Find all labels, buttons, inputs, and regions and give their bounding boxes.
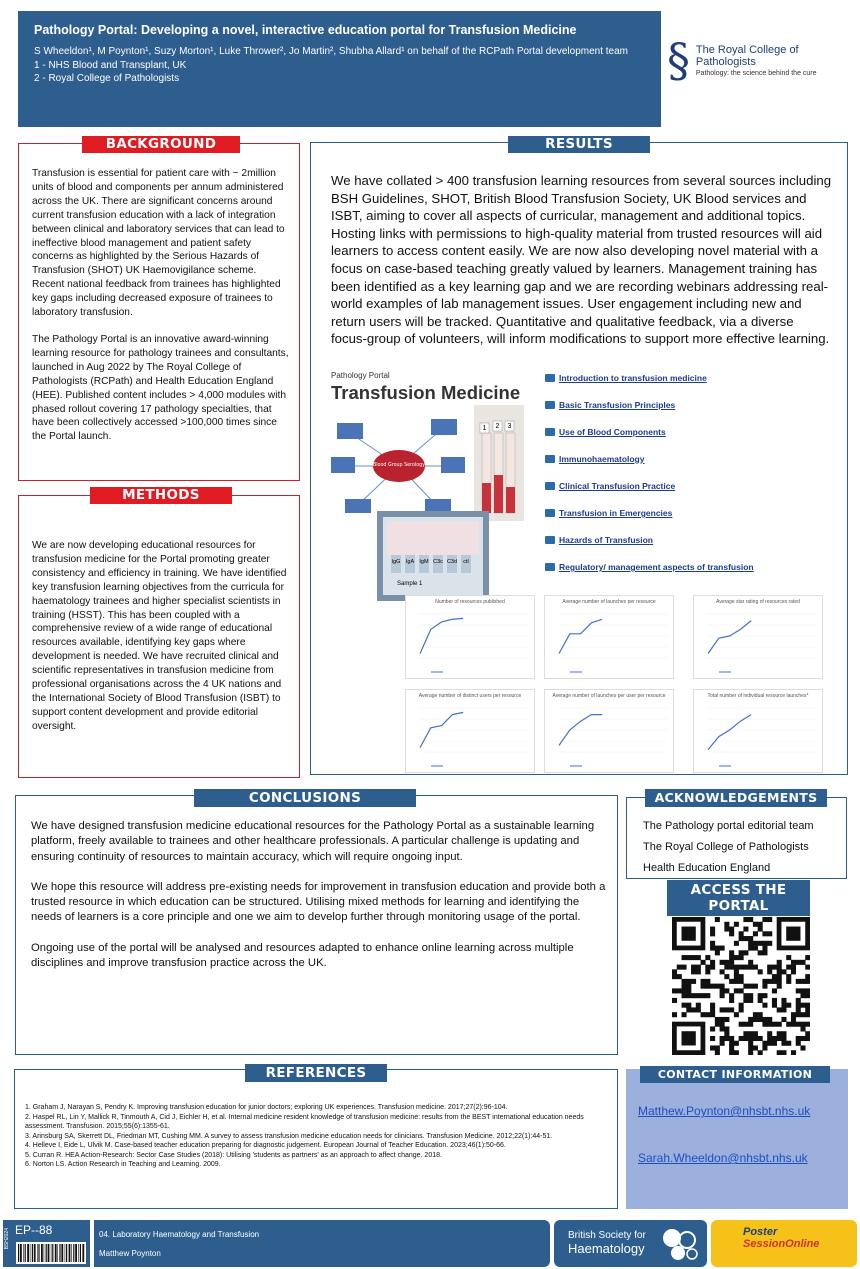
background-paragraph-1: Transfusion is essential for patient care with ~ 2million units of blood and components per annum administered across the UK. There are significant concerns around current transfusion education with a lack of integration between clinical and laboratory services that can lead to ineffective blood management and patient safety concerns as highlighted by the Serious Hazards of Transfusion (SHOT) UK Haemovigilance scheme. Recent national feedback from trainees has highlighted key gaps including decreased exposure of trainees to laboratory transfusion. [32,168,285,319]
folder-icon [545,482,555,490]
gel-card-image [377,511,489,601]
gel-label-igg: IgG [391,559,401,565]
affiliation-2: 2 - Royal College of Pathologists [34,73,180,84]
methods-paragraph-1: We are now developing educational resources for transfusion medicine for the Portal promoting greater consistency and efficiency in training. We have identified key transfusion learning objectives from the curricula for haematology trainees and higher specialist scientists in training (HSST). This has been coupled with a comprehensive review of a wide range of educational resources available, identifying key gaps where development is needed. We have recruited clinical and scientific representatives in transfusion medicine from professional organisations across the 4 UK nations and the International Society of Blood Transfusion (ISBT) to support content development and provide editorial oversight. [32,540,287,732]
conclusions-section [15,795,618,1055]
reference-item: 1. Graham J, Narayan S, Pendry K. Improving transfusion education for junior doctors; exploring UK experiences. Transfusion medicine. 2017;27(2):96-104. [25,1104,508,1111]
references-list [25,1103,610,1170]
references-heading: REFERENCES [245,1064,387,1082]
concept-map-center-label: Blood Group Serology [372,463,426,468]
ack-item-1: The Pathology portal editorial team [643,820,814,832]
reference-item: 4. Helleve I, Eide L, Ulvik M. Case-based teacher education preparing for diagnostic judgement. European Journal of Teacher Education. 2023;46(1):50-66. [25,1142,506,1149]
ack-item-2: The Royal College of Pathologists [643,841,809,853]
tube-label-3: 3 [507,423,512,430]
gel-label-iga: IgA [405,559,415,565]
methods-section [18,495,300,778]
rcpath-logo [665,30,855,90]
folder-icon [545,401,555,409]
folder-icon [545,536,555,544]
topic-link-regulatory[interactable]: Regulatory/ management aspects of transfusion [545,562,781,572]
conclusions-heading: CONCLUSIONS [194,789,416,807]
barcode-icon [16,1242,86,1264]
bsh-cells-icon [660,1226,700,1262]
contact-section [626,1069,848,1209]
rcpath-name: The Royal College of Pathologists [695,43,799,68]
folder-icon [545,374,555,382]
poster-title: Pathology Portal: Developing a novel, interactive education portal for Transfusion Medicine [34,23,577,37]
topic-link-immunohaematology[interactable]: Immunohaematology [545,454,781,464]
topic-link-intro[interactable]: Introduction to transfusion medicine [545,373,781,383]
usage-chart-title: Number of resources published [435,599,505,605]
usage-chart-line [708,621,751,654]
conclusions-paragraph-1: We have designed transfusion medicine educational resources for the Pathology Portal as a sustainable learning platform, freely available to trainees and other healthcare professionals. A particular challenge is updating and ensuring continuity of resources to maintain accuracy, which will require ongoing input. [31,820,595,863]
email-link-wheeldon[interactable]: Sarah.Wheeldon@nhsbt.nhs.uk [638,1151,808,1165]
results-section [310,142,848,775]
usage-chart [693,689,823,773]
usage-chart [405,689,535,773]
poster-session-online-logo [711,1220,857,1267]
acknowledgements-section [626,797,847,879]
usage-chart [544,595,674,679]
gel-label-c3d: C3d [446,559,458,565]
reference-item: 5. Curran R. HEA Action-Research: Sector Case Studies (2018): Utilising 'students as partners' as an approach to affect change. 2018. [25,1151,442,1159]
folder-icon [545,509,555,517]
pso-line-1: Poster [743,1226,778,1238]
gel-card-note: Sample 1 [397,581,423,587]
reference-item: 6. Norton LS. Action Research in Teaching and Learning. 2009. [25,1161,221,1168]
gel-label-igm: IgM [419,559,429,565]
reference-item: 3. Arinsburg SA, Skerrett DL, Friedman MT, Cushing MM. A survey to assess transfusion medicine education needs for clinicians. Transfusion Medicine. 2012;22(1):44-51. [25,1132,553,1140]
blood-tubes-image [474,405,524,521]
results-heading: RESULTS [508,136,650,153]
conclusions-paragraph-2: We hope this resource will address pre-existing needs for improvement in transfusion education and provide both a trusted resource in which education can be structured. Utilising mixed methods for learning and identifying the needs of learners is a core principle and one we aim to develop further through monitoring usage of the portal. [31,880,606,924]
affiliation-1: 1 - NHS Blood and Transplant, UK [34,59,187,71]
background-section [18,143,300,481]
bsh-line-2: Haematology [568,1241,645,1256]
acknowledgements-heading: ACKNOWLEDGEMENTS [645,789,827,807]
folder-icon [545,563,555,571]
topic-links-list [545,363,781,589]
portal-screenshot [327,361,531,611]
tube-label-2: 2 [495,423,500,430]
qr-code-icon[interactable] [672,917,810,1055]
usage-chart-line [559,619,602,653]
usage-chart-line [708,715,751,750]
topic-link-blood-components[interactable]: Use of Blood Components [545,427,781,437]
author-list: S Wheeldon¹, M Poynton¹, Suzy Morton¹, Luke Thrower², Jo Martin², Shubha Allard¹ on behalf of the RCPath Portal development team [34,46,628,57]
poster-code: EP--88 [15,1223,53,1237]
references-section [14,1069,618,1209]
ack-item-3: Health Education England [643,862,771,874]
usage-chart-title: Average number of launches per user per resource [552,693,666,699]
footer-code-box [3,1220,90,1267]
usage-chart-title: Average number of distinct users per resource [418,693,522,699]
email-link-poynton[interactable]: Matthew.Poynton@nhsbt.nhs.uk [638,1104,811,1118]
usage-chart [693,595,823,679]
poster-header [18,11,661,127]
methods-heading: METHODS [90,487,232,504]
poster-category: 04. Laboratory Haematology and Transfusion [99,1230,260,1239]
topic-link-basic-principles[interactable]: Basic Transfusion Principles [545,400,781,410]
folder-icon [545,428,555,436]
background-heading: BACKGROUND [82,136,240,153]
rcpath-emblem-icon: § [666,33,690,87]
reference-item: 2. Haspel RL, Lin Y, Mallick R, Tinmouth A, Cid J, Eichler H, et al. Internal medicine resident knowledge of transfusion medicine: results from the BEST international education needs assessment. Transfusion. 2015;55(6):1355-61. [25,1113,584,1130]
topic-link-hazards[interactable]: Hazards of Transfusion [545,535,781,545]
gel-label-ctl: ctl [463,559,469,565]
footer-info-bar [94,1220,550,1267]
bsh-line-1: British Society for [568,1230,646,1241]
folder-icon [545,455,555,463]
access-portal-heading: ACCESS THE PORTAL [667,880,810,916]
portal-title: Transfusion Medicine [331,382,521,403]
usage-chart-title: Average star rating of resources rated [716,599,800,605]
bsh-logo [554,1220,707,1267]
contact-heading: CONTACT INFORMATION [640,1066,830,1083]
serology-concept-map [327,411,467,521]
conclusions-paragraph-3: Ongoing use of the portal will be analysed and resources adapted to enhance online learning across multiple disciplines and improve transfusion practice across the UK. [31,941,574,970]
results-paragraph-1: We have collated > 400 transfusion learning resources from several sources including BSH Guidelines, SHOT, British Blood Transfusion Society, UK Blood services and ISBT, aiming to cover all aspects of curricular, management and additional topics. Hosting links with permissions to high-quality material from trusted resources will aid learners to access content easily. We are now also developing novel material with a focus on case-based teaching greatly valued by learners. Management training has been identified as a key learning gap and we are recording webinars addressing real-world examples of lab management issues. User engagement including new and return users will be tracked. Quantitative and qualitative feedback, via a diverse focus-group of volunteers, will inform modifications to support more effective learning. [331,173,832,347]
usage-chart [405,595,535,679]
gel-label-c3c: C3c [433,559,443,565]
background-paragraph-2: The Pathology Portal is an innovative award-winning learning resource for pathology trainees and consultants, launched in Aug 2022 by The Royal College of Pathologists (RCPath) and Health Education England (HEE). Published content includes > 4,000 modules with phased rollout covering 17 pathology specialties, that have been collectively accessed >100,000 times since the Portal launch. [32,333,289,443]
conference-code: BSH2024 [4,1228,10,1250]
topic-link-clinical-practice[interactable]: Clinical Transfusion Practice [545,481,781,491]
usage-chart [544,689,674,773]
portal-label: Pathology Portal [331,371,390,380]
presenter-name: Matthew Poynton [99,1249,161,1258]
pso-line-2: SessionOnline [743,1238,820,1250]
usage-chart-title: Total number of individual resource launches* [707,693,809,699]
topic-link-emergencies[interactable]: Transfusion in Emergencies [545,508,781,518]
rcpath-tagline: Pathology: the science behind the cure [695,69,817,77]
usage-chart-title: Average number of launches per resource [562,599,656,605]
tube-label-1: 1 [482,425,487,432]
